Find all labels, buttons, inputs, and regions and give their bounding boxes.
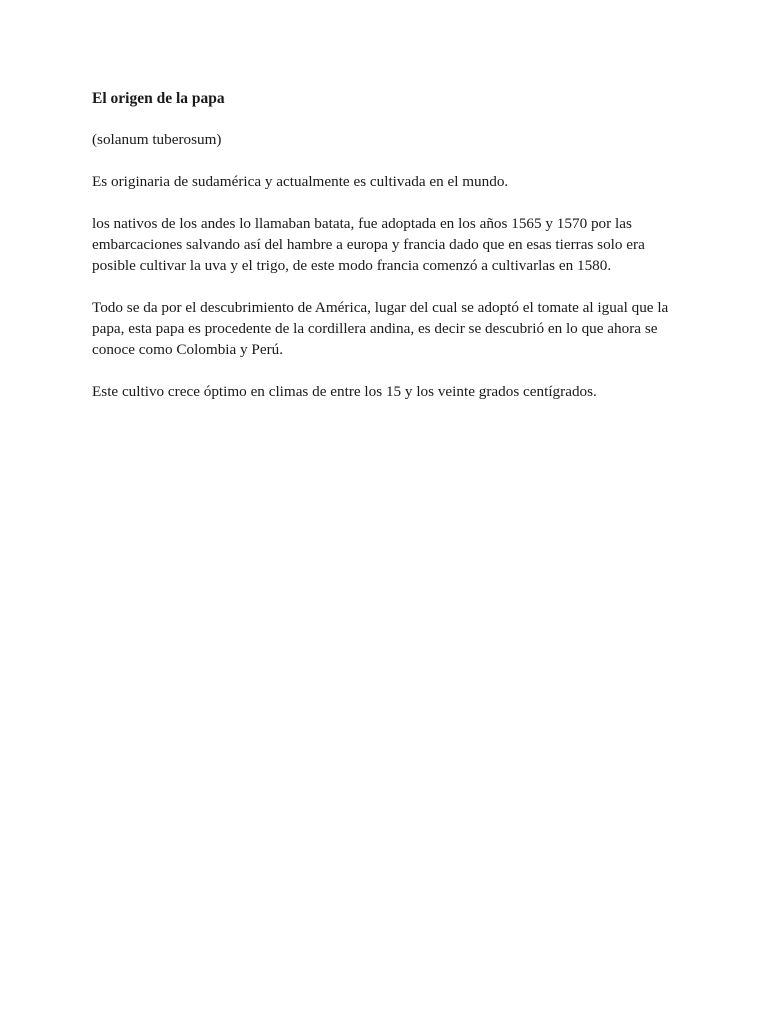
document-title: El origen de la papa — [92, 90, 225, 107]
climate-paragraph: Este cultivo crece óptimo en climas de entre los 15 y los veinte grados centígrados. — [92, 383, 597, 400]
document-body — [92, 88, 682, 423]
discovery-paragraph: Todo se da por el descubrimiento de América, lugar del cual se adoptó el tomate al igual que la papa, esta papa es procedente de la cordillera andina, es decir se descubrió en lo que ahora se conoce como Colombia y Perú. — [92, 299, 669, 358]
scientific-name-paragraph: (solanum tuberosum) — [92, 131, 222, 148]
origin-paragraph: Es originaria de sudamérica y actualmente es cultivada en el mundo. — [92, 173, 509, 190]
history-paragraph: los nativos de los andes lo llamaban batata, fue adoptada en los años 1565 y 1570 por las embarcaciones salvando así del hambre a europa y francia dado que en esas tierras solo era posible cultivar la uva y el trigo, de este modo francia comenzó a cultivarlas en 1580. — [92, 215, 645, 274]
